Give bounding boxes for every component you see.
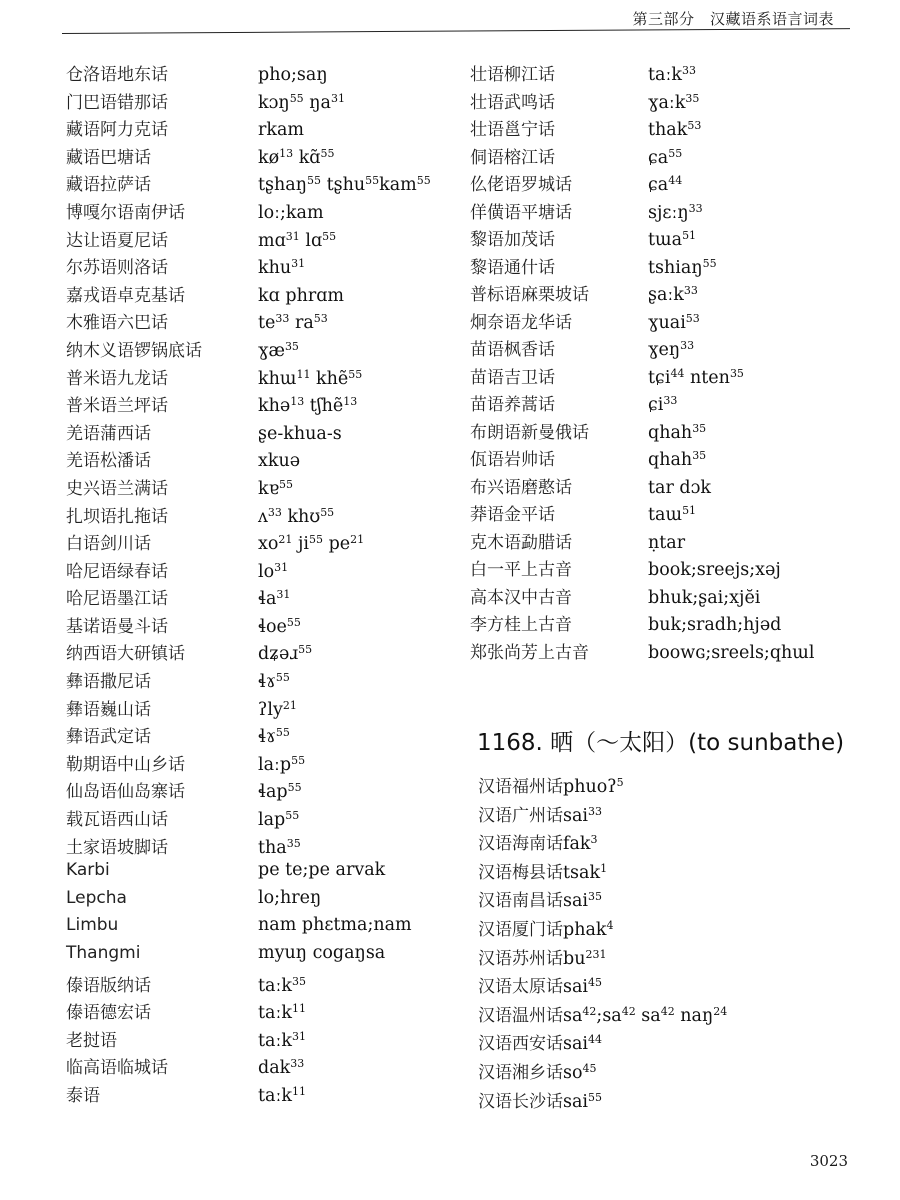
transcription: tshiaŋ$^{55}$ (648, 256, 717, 278)
dialect-label: Lepcha (66, 887, 127, 908)
entry-row (470, 225, 870, 253)
transcription: taːk$^{33}$ (648, 63, 696, 85)
transcription: sai$^{55}$ (563, 1090, 603, 1112)
dialect-label: 郑张尚芳上古音 (470, 642, 589, 663)
transcription: book;sreejs;xəj (648, 560, 781, 580)
entry-row (470, 583, 870, 611)
dialect-label: 彝语撒尼话 (66, 672, 151, 693)
dialect-label: 哈尼语绿春话 (66, 561, 168, 582)
transcription: lo;hreŋ (258, 887, 322, 908)
entry-row (478, 801, 878, 830)
transcription: sai$^{44}$ (563, 1033, 603, 1055)
transcription: nam phɛtma;nam (258, 915, 412, 936)
dialect-label: 苗语枫香话 (470, 340, 555, 360)
transcription: boowɢ;sreels;qhɯl (648, 642, 815, 663)
transcription: tar dɔk (648, 477, 712, 498)
running-header: 第三部分 汉藏语系语言词表 (632, 10, 834, 28)
dialect-label: 普米语兰坪话 (66, 396, 168, 417)
transcription: taːk$^{11}$ (258, 1002, 306, 1024)
dialect-label: 木雅语六巴话 (66, 313, 168, 334)
dialect-label: 达让语夏尼话 (66, 230, 168, 251)
entry-row (66, 1026, 466, 1054)
entry-row (470, 280, 870, 308)
transcription: ɣaːk$^{35}$ (648, 91, 700, 113)
transcription: dak$^{33}$ (258, 1057, 305, 1079)
entry-row (66, 115, 466, 143)
dialect-label: 佯僙语平塘话 (470, 202, 572, 223)
transcription: myuŋ cogaŋsa (258, 943, 386, 963)
transcription: qhah$^{35}$ (648, 448, 707, 470)
entry-row (66, 833, 466, 861)
entry-row (470, 500, 870, 528)
dialect-label: 莽语金平话 (470, 505, 555, 525)
dialect-label: 载瓦语西山话 (66, 810, 168, 831)
entry-row (470, 610, 870, 638)
dialect-label: 仙岛语仙岛寨话 (66, 782, 185, 803)
transcription: $kø^{13}$ kɑ̃$^{55}$ (258, 146, 335, 168)
dialect-label: 纳西语大研镇话 (66, 644, 185, 665)
entry-row (478, 772, 878, 801)
transcription: ʌ$^{33}$ khʊ$^{55}$ (258, 505, 335, 527)
entry-row (478, 858, 878, 887)
dialect-label: 高本汉中古音 (470, 587, 572, 608)
entry-row (470, 60, 870, 88)
entry-row (470, 528, 870, 556)
entry-row (470, 115, 870, 143)
entry-row (66, 639, 466, 667)
dialect-label: 布兴语磨憨话 (470, 477, 572, 498)
transcription: mɑ$^{31}$ lɑ$^{55}$ (258, 229, 337, 251)
dialect-label: 羌语蒲西话 (66, 423, 151, 444)
entry-row (66, 446, 466, 474)
entry-row (470, 418, 870, 446)
transcription: xkuə (258, 451, 301, 472)
dialect-label: 汉语梅县话 (478, 862, 563, 883)
transcription: ɬɤ$^{55}$ (258, 671, 290, 693)
dialect-label: 藏语拉萨话 (66, 175, 151, 196)
transcription: khu$^{31}$ (258, 257, 306, 279)
dialect-label: 汉语海南话 (478, 834, 563, 855)
transcription: lap$^{55}$ (258, 808, 300, 831)
entry-row (470, 88, 870, 116)
section-heading: 1168. 晒（～太阳）(to sunbathe) (477, 730, 845, 756)
transcription: kɔŋ$^{55}$ $ŋa^{31}$ (258, 91, 345, 113)
entry-row (66, 281, 466, 309)
dialect-label: 傣语德宏话 (66, 1003, 151, 1024)
dialect-label: 汉语太原话 (478, 977, 563, 998)
transcription: $lo^{31}$ (258, 560, 289, 582)
entry-row (66, 667, 466, 695)
transcription: ṇtar (648, 532, 686, 553)
entry-row (66, 253, 466, 281)
dialect-label: 仓洛语地东话 (66, 65, 168, 85)
transcription: ɣuai$^{53}$ (648, 311, 700, 333)
transcription: ɬoe$^{55}$ (258, 615, 301, 637)
entry-row (66, 888, 466, 916)
entry-row (66, 60, 466, 88)
transcription: taːk$^{35}$ (258, 974, 306, 996)
entry-row (478, 1029, 878, 1058)
section-entries (478, 772, 878, 1115)
transcription: fak$^3$ (563, 833, 598, 855)
entry-row (478, 886, 878, 915)
transcription: ɣeŋ$^{33}$ (648, 338, 695, 360)
transcription: $te^{33}$ $ra^{53}$ (258, 312, 328, 334)
transcription: qhah$^{35}$ (648, 421, 707, 443)
right-column (470, 60, 870, 665)
dialect-label: 汉语湘乡话 (478, 1062, 563, 1083)
entry-row (478, 915, 878, 944)
entry-row (66, 860, 466, 888)
entry-row (66, 722, 466, 750)
dialect-label: 苗语养蒿话 (470, 395, 555, 415)
dialect-label: 普米语九龙话 (66, 368, 168, 389)
transcription: pho;saŋ (258, 65, 328, 85)
transcription: pe te;pe arvak (258, 860, 386, 881)
transcription: ɕa$^{55}$ (648, 146, 683, 168)
entry-row (66, 750, 466, 778)
transcription: tha$^{35}$ (258, 836, 301, 858)
entry-row (66, 612, 466, 640)
dialect-label: 白语剑川话 (66, 534, 151, 555)
transcription: ɬa$^{31}$ (258, 588, 291, 610)
transcription: sai$^{45}$ (563, 976, 603, 998)
transcription: ɣæ$^{35}$ (258, 339, 299, 361)
dialect-label: 彝语武定话 (66, 727, 151, 748)
transcription: phuoʔ$^5$ (563, 775, 624, 797)
transcription: taːk$^{11}$ (258, 1084, 306, 1106)
dialect-label: 布朗语新曼俄话 (470, 422, 589, 443)
dialect-label: 汉语西安话 (478, 1034, 563, 1055)
entry-row (478, 972, 878, 1001)
transcription: khɯ$^{11}$ khẽ$^{55}$ (258, 367, 363, 389)
entry-row (66, 336, 466, 364)
transcription: tsak$^1$ (563, 861, 608, 883)
entry-row (470, 143, 870, 171)
entry-row (66, 226, 466, 254)
transcription: ɕi$^{33}$ (648, 393, 678, 415)
entry-row (66, 971, 466, 999)
entry-row (66, 391, 466, 419)
entry-row (478, 944, 878, 973)
transcription: dʑəɹ$^{55}$ (258, 643, 313, 665)
dialect-label: 壮语邕宁话 (470, 120, 555, 140)
dialect-label: 黎语加茂话 (470, 230, 555, 250)
dialect-label: 侗语榕江话 (470, 147, 555, 168)
entry-row (470, 638, 870, 666)
page-number: 3023 (809, 1152, 848, 1170)
dialect-label: 临高语临城话 (66, 1058, 168, 1079)
entry-row (470, 555, 870, 583)
entry-row (66, 88, 466, 116)
dialect-label: 汉语温州话 (478, 1005, 563, 1026)
transcription: $sa^{42};sa^{42}$ $sa^{42}$ naŋ$^{24}$ (563, 1004, 728, 1026)
dialect-label: 基诺语曼斗话 (66, 616, 168, 637)
transcription: buk;sradh;hjəd (648, 615, 782, 635)
dialect-label: 克木语勐腊话 (470, 532, 572, 553)
dialect-label: 勒期语中山乡话 (66, 754, 185, 775)
transcription: bhuk;ʂai;xjĕi (648, 587, 761, 608)
dialect-label: 藏语阿力克话 (66, 120, 168, 141)
transcription: phak$^4$ (563, 918, 614, 940)
entry-row (66, 308, 466, 336)
dialect-label: 普标语麻栗坡话 (470, 285, 589, 305)
dialect-label: 汉语厦门话 (478, 919, 563, 940)
transcription: laːp$^{55}$ (258, 753, 306, 775)
transcription: khə$^{13}$ tʃhẽ$^{13}$ (258, 395, 358, 417)
entry-row (66, 695, 466, 723)
dialect-label: 壮语武鸣话 (470, 92, 555, 113)
entry-row (470, 390, 870, 418)
entry-row (66, 143, 466, 171)
entry-row (470, 198, 870, 226)
dialect-label: 汉语福州话 (478, 777, 563, 797)
dialect-label: 尔苏语则洛话 (66, 258, 168, 279)
entry-row (470, 473, 870, 501)
entry-row (470, 253, 870, 281)
transcription: ɬap$^{55}$ (258, 781, 302, 803)
dialect-label: 嘉戎语卓克基话 (66, 285, 185, 306)
dialect-label: 李方桂上古音 (470, 615, 572, 635)
transcription: sai$^{33}$ (563, 804, 603, 826)
transcription: $bu^{231}$ (563, 947, 607, 969)
transcription: kɑ phrɑm (258, 285, 345, 306)
transcription: sai$^{35}$ (563, 890, 603, 912)
dialect-label: 老挝语 (66, 1030, 117, 1051)
dialect-label: 壮语柳江话 (470, 65, 555, 85)
entry-row (66, 1081, 466, 1109)
dialect-label: 汉语南昌话 (478, 891, 563, 912)
entry-row (66, 998, 466, 1026)
transcription: taːk$^{31}$ (258, 1029, 306, 1051)
entry-row (66, 943, 466, 971)
transcription: ɕa$^{44}$ (648, 173, 683, 195)
entry-row (470, 445, 870, 473)
transcription: rkam (258, 120, 304, 141)
dialect-label: 仫佬语罗城话 (470, 175, 572, 195)
dialect-label: 汉语长沙话 (478, 1091, 563, 1112)
entry-row (470, 170, 870, 198)
dialect-label: 白一平上古音 (470, 560, 572, 580)
left-column (66, 60, 466, 1109)
transcription: thak$^{53}$ (648, 118, 702, 140)
entry-row (470, 308, 870, 336)
transcription: loː;kam (258, 202, 324, 223)
entry-row (478, 1001, 878, 1030)
entry-row (478, 1058, 878, 1087)
entry-row (470, 363, 870, 391)
entry-row (66, 364, 466, 392)
transcription: tɕi$^{44}$ nten$^{35}$ (648, 366, 744, 388)
entry-row (478, 829, 878, 858)
dialect-label: 傣语版纳话 (66, 975, 151, 996)
dialect-label: 藏语巴塘话 (66, 147, 151, 168)
dialect-label: 汉语广州话 (478, 805, 563, 826)
dialect-label: 羌语松潘话 (66, 451, 151, 472)
dialect-label: 泰语 (66, 1085, 100, 1106)
entry-row (470, 335, 870, 363)
entry-row (66, 474, 466, 502)
dialect-label: 史兴语兰满话 (66, 478, 168, 499)
entry-row (66, 198, 466, 226)
dialect-label: 苗语吉卫话 (470, 367, 555, 388)
dialect-label: 博嘎尔语南伊话 (66, 202, 185, 223)
entry-row (66, 915, 466, 943)
transcription: $so^{45}$ (563, 1061, 597, 1083)
entry-row (66, 502, 466, 530)
header-rule (62, 28, 850, 34)
transcription: ʔly$^{21}$ (258, 698, 297, 720)
entry-row (66, 529, 466, 557)
transcription: tʂhaŋ$^{55}$ tʂhu$^{55}$kam$^{55}$ (258, 174, 431, 196)
transcription: ʂe-khua-s (258, 423, 342, 444)
dialect-label: 黎语通什话 (470, 257, 555, 278)
entry-row (66, 777, 466, 805)
entry-row (66, 419, 466, 447)
transcription: ʂaːk$^{33}$ (648, 283, 698, 305)
transcription: ɬɤ$^{55}$ (258, 726, 290, 748)
transcription: $xo^{21}$ $ji^{55}$ $pe^{21}$ (258, 533, 365, 555)
dialect-label: Limbu (66, 915, 119, 936)
entry-row (66, 584, 466, 612)
transcription: kɐ$^{55}$ (258, 477, 294, 499)
dialect-label: 哈尼语墨江话 (66, 589, 168, 610)
dialect-label: 佤语岩帅话 (470, 450, 555, 470)
entry-row (66, 557, 466, 585)
dialect-label: 土家语坡脚话 (66, 837, 168, 858)
transcription: sjɛːŋ$^{33}$ (648, 201, 703, 223)
dialect-label: 炯奈语龙华话 (470, 312, 572, 333)
dialect-label: 门巴语错那话 (66, 92, 168, 113)
dialect-label: Thangmi (66, 943, 141, 963)
dialect-label: 扎坝语扎拖话 (66, 506, 168, 527)
entry-row (478, 1087, 878, 1116)
dialect-label: 纳木义语锣锅底话 (66, 340, 202, 361)
transcription: tɯa$^{51}$ (648, 228, 697, 250)
entry-row (66, 805, 466, 833)
transcription: taɯ$^{51}$ (648, 503, 697, 525)
dialect-label: Karbi (66, 860, 110, 881)
entry-row (66, 170, 466, 198)
entry-row (66, 1053, 466, 1081)
dialect-label: 彝语巍山话 (66, 699, 151, 720)
dialect-label: 汉语苏州话 (478, 948, 563, 969)
